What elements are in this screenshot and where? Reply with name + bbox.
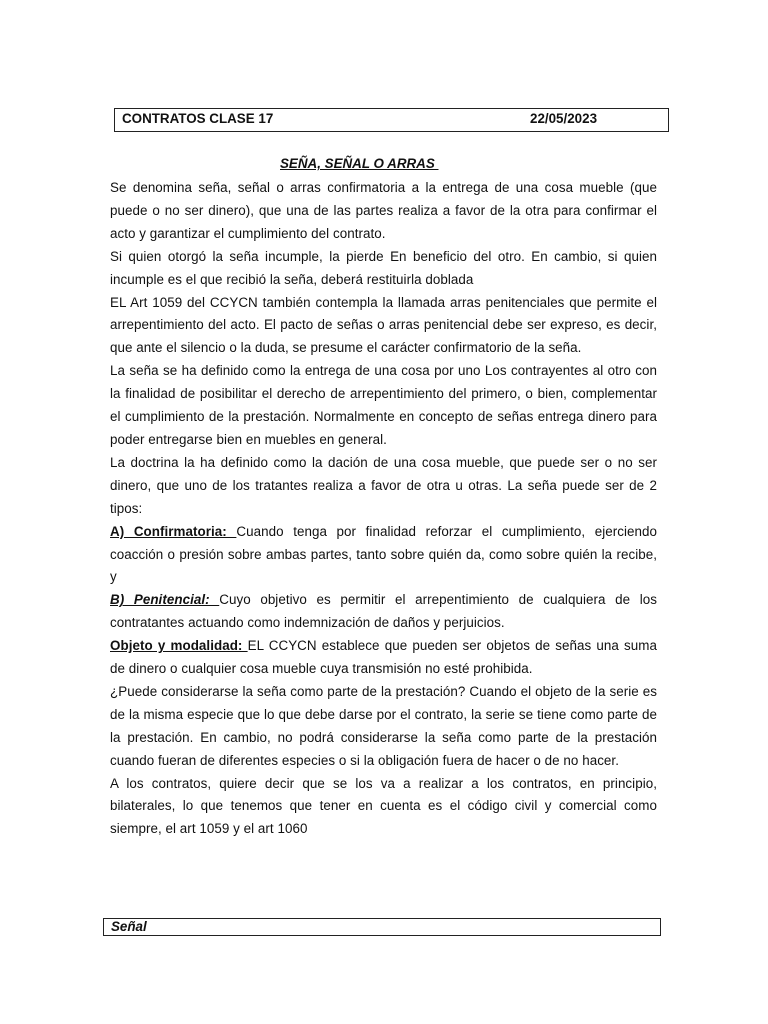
section-heading-box xyxy=(103,918,661,936)
section-heading-label: Señal xyxy=(111,919,147,934)
paragraph-seña-defined: La seña se ha definido como la entrega de una cosa por uno Los contrayentes al otro con la finalidad de posibilitar el derecho de arrepentimiento del primero, o bien, complementar el cumplimiento de la prestación. Normalmente en concepto de señas entrega dinero para poder entregarse bien en muebles en general. xyxy=(110,363,657,447)
paragraph-contracts: A los contratos, quiere decir que se los va a realizar a los contratos, en principio, bilaterales, lo que tenemos que tener en cuenta es el código civil y comercial como siempre, el art 1059 y el art 1060 xyxy=(110,775,657,837)
document-title: SEÑA, SEÑAL O ARRAS xyxy=(280,156,439,171)
type-b-text: Cuyo objetivo es permitir el arrepentimiento de cualquiera de los contratantes actuando como indemnización de daños y perjuicios. xyxy=(110,592,657,631)
type-a-label: A) Confirmatoria: xyxy=(110,523,237,539)
type-a-text: Cuando tenga por finalidad reforzar el cumplimiento, ejerciendo coacción o presión sobre ambas partes, tanto sobre quién da, como sobre quién la recibe, y xyxy=(110,523,657,585)
class-header-box xyxy=(114,108,669,132)
type-b-label: B) Penitencial: xyxy=(110,592,220,608)
paragraph-prestacion: ¿Puede considerarse la seña como parte de la prestación? Cuando el objeto de la serie es de la misma especie que lo que debe darse por el contrato, la serie se tiene como parte de la prestación. En cambio, no podrá considerarse la seña como parte de la prestación cuando fueran de diferentes especies o si la obligación fuera de hacer o de no hacer. xyxy=(110,683,657,768)
class-date: 22/05/2023 xyxy=(530,111,598,126)
paragraph-art-1059: EL Art 1059 del CCYCN también contempla la llamada arras penitenciales que permite el arrepentimiento del acto. El pacto de señas o arras penitencial debe ser expreso, es decir, que ante el silencio o la duda, se presume el carácter confirmatorio de la seña. xyxy=(110,294,657,356)
paragraph-breach: Si quien otorgó la seña incumple, la pierde En beneficio del otro. En cambio, si quien incumple es el que recibió la seña, deberá restituirla doblada xyxy=(110,248,657,287)
paragraph-definition: Se denomina seña, señal o arras confirmatoria a la entrega de una cosa mueble (que puede o no ser dinero), que una de las partes realiza a favor de la otra para confirmar el acto y garantizar el cumplimiento del contrato. xyxy=(110,180,657,241)
object-text: EL CCYCN establece que pueden ser objetos de señas una suma de dinero o cualquier cosa mueble cuya transmisión no esté prohibida. xyxy=(110,638,657,677)
object-item xyxy=(110,635,657,681)
object-label: Objeto y modalidad: xyxy=(110,638,248,654)
type-a-item xyxy=(110,521,657,590)
document-body xyxy=(110,177,657,841)
paragraph-doctrine: La doctrina la ha definido como la dación de una cosa mueble, que puede ser o no ser dinero, que uno de los tratantes realiza a favor de otra u otras. La seña puede ser de 2 tipos: xyxy=(110,454,657,516)
class-title: CONTRATOS CLASE 17 xyxy=(122,111,274,126)
type-b-item xyxy=(110,589,657,635)
